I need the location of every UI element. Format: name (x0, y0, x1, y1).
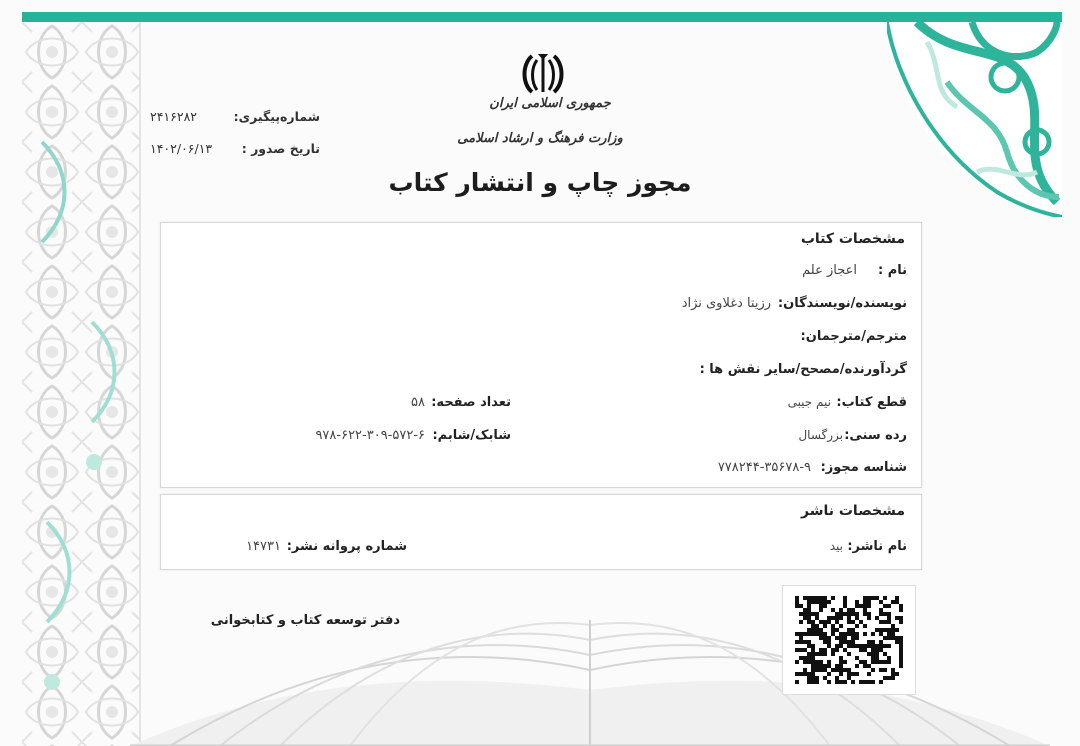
pages-value: ۵۸ (411, 395, 425, 410)
author-value: رزیتا دغلاوی نژاد (681, 296, 771, 311)
page-title: مجوز چاپ و انتشار کتاب (388, 168, 692, 197)
author-label: نویسنده/نویسندگان: (777, 296, 907, 311)
permit-id-label: شناسه مجوز: (820, 460, 907, 475)
translator-label: مترجم/مترجمان: (800, 329, 907, 344)
name-label: نام : (877, 263, 907, 278)
format-label: قطع کتاب: (836, 395, 907, 410)
compiler-label: گردآورنده/مصحح/سایر نقش ها : (699, 362, 907, 377)
iran-emblem-icon (520, 52, 566, 96)
isbn-label: شابک/شابم: (432, 428, 511, 443)
permit-id-value: ۷۷۸۲۴۴-۳۵۶۷۸-۹ (717, 460, 811, 475)
issue-date-label: تاریخ صدور : (241, 140, 320, 156)
issuing-office: دفتر توسعه کتاب و کتابخوانی (210, 613, 400, 628)
age-value: بزرگسال (798, 428, 843, 442)
qr-code (782, 585, 916, 695)
pages-label: تعداد صفحه: (431, 395, 511, 410)
reference-block (150, 100, 320, 164)
license-value: ۱۴۷۳۱ (246, 539, 281, 554)
publisher-specs-heading: مشخصات ناشر (801, 503, 905, 519)
isbn-value: ۹۷۸-۶۲۲-۳۰۹-۵۷۲-۶ (315, 428, 425, 443)
left-ornament-border (22, 22, 142, 746)
gov-line-1: جمهوری اسلامی ایران (489, 96, 611, 111)
qr-code-icon (795, 596, 903, 684)
issue-date-value: ۱۴۰۲/۰۶/۱۳ (150, 140, 213, 156)
top-accent-bar (22, 12, 1062, 22)
publisher-label: نام ناشر: (847, 539, 907, 554)
gov-line-2: وزارت فرهنگ و ارشاد اسلامی (457, 131, 623, 146)
book-specs-heading: مشخصات کتاب (800, 231, 905, 247)
corner-ornament (887, 22, 1062, 217)
license-label: شماره پروانه نشر: (286, 539, 407, 554)
book-specs-card (160, 222, 922, 488)
name-value: اعجاز علم (802, 263, 857, 278)
age-label: رده سنی: (844, 428, 907, 443)
tracking-value: ۲۴۱۶۲۸۲ (150, 108, 197, 124)
format-value: نیم جیبی (787, 395, 831, 409)
publisher-specs-card (160, 494, 922, 570)
tracking-label: شماره‌پیگیری: (233, 108, 320, 124)
publisher-value: بید (829, 539, 843, 553)
